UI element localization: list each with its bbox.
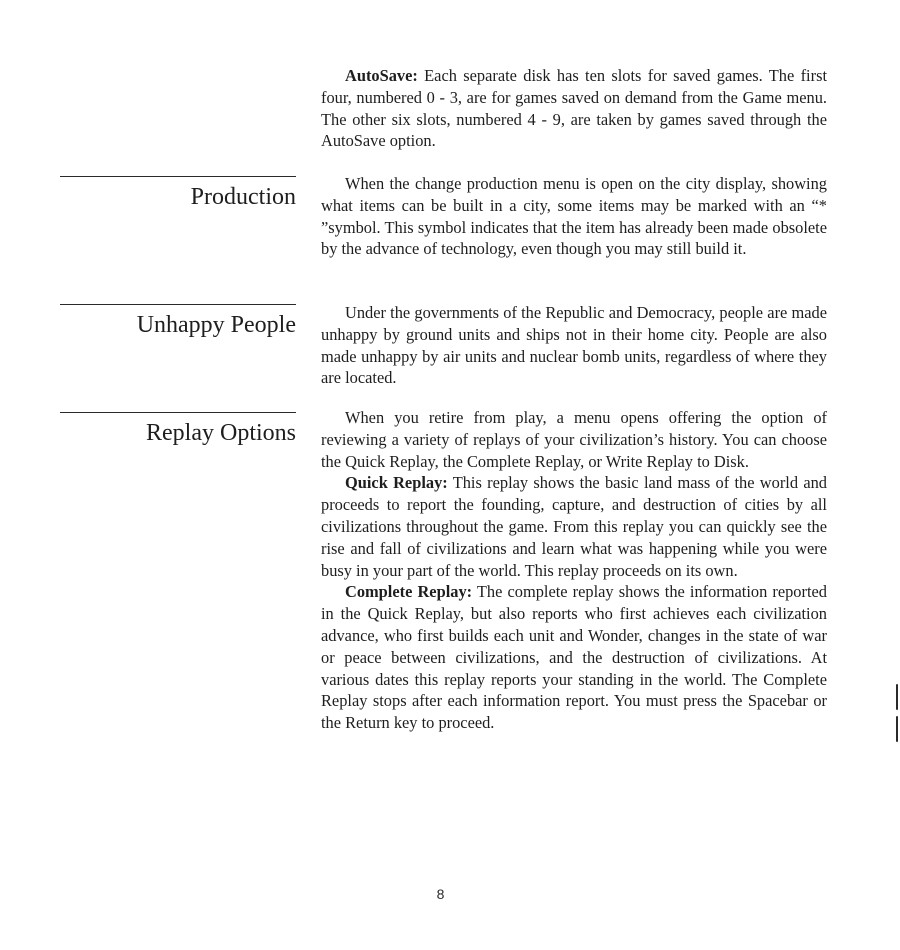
paragraph-text: Each separate disk has ten slots for saved games. The first four, numbered 0 - 3, are for games saved on demand from the Game menu. The other six slots, numbered 4 - 9, are taken by games saved through the AutoSave option. [321,66,827,151]
page-number: 8 [436,886,445,902]
paragraph-text: When the change production menu is open on the city display, showing what items can be built in a city, some items may be marked with an “* ”symbol. This symbol indicates that the item has already been made obsolete by the advance of technology, even though you may still build it. [321,174,827,259]
body-paragraph [321,472,827,581]
unhappy-people-heading-block [60,304,296,339]
paragraph-text: The complete replay shows the information reported in the Quick Replay, but also reports who first achieves each civilization advance, who first builds each unit and Wonder, changes in the state of war or peace between civilizations, and the destruction of civilizations. At various dates this replay reports your standing in the world. The Complete Replay stops after each information report. You must press the Spacebar or the Return key to proceed. [321,582,827,733]
autosave-section [321,65,827,152]
paragraph-text: Under the governments of the Republic and Democracy, people are made unhappy by ground units and ships not in their home city. People are also made unhappy by air units and nuclear bomb units, regardless of where they are located. [321,303,827,388]
scan-edge-mark [896,684,898,710]
production-section [321,173,827,260]
body-paragraph [321,581,827,734]
run-in-heading: AutoSave: [345,66,418,85]
production-heading-block [60,176,296,211]
body-paragraph [321,173,827,260]
heading-rule [60,176,296,177]
scan-edge-mark [896,716,898,742]
body-paragraph [321,65,827,152]
unhappy-people-section [321,302,827,389]
paragraph-text: When you retire from play, a menu opens offering the option of reviewing a variety of replays of your civilization’s history. You can choose the Quick Replay, the Complete Replay, or Write Replay to Disk. [321,408,827,471]
run-in-heading: Complete Replay: [345,582,473,602]
production-heading: Production [190,184,296,210]
heading-rule [60,304,296,305]
replay-options-section [321,407,827,734]
paragraph-text: This replay shows the basic land mass of the world and proceeds to report the founding, capture, and destruction of cities by all civilizations throughout the game. From this replay you can quickly see the rise and fall of civilizations and learn what was happening while you were busy in your part of the world. This replay proceeds on its own. [321,473,827,580]
replay-options-heading: Replay Options [146,420,296,446]
body-paragraph [321,302,827,389]
run-in-heading: Quick Replay: [345,473,448,493]
heading-rule [60,412,296,413]
unhappy-people-heading: Unhappy People [136,312,296,338]
replay-options-heading-block [60,412,296,447]
body-paragraph [321,407,827,472]
